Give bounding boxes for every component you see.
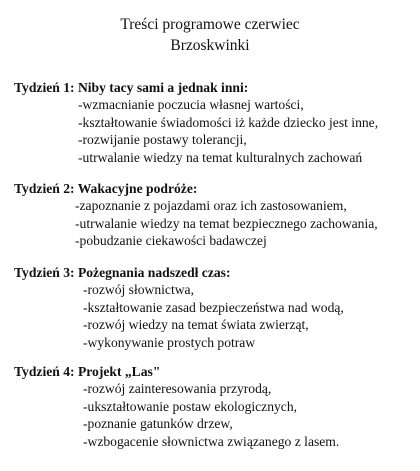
week-1-section <box>14 79 414 166</box>
list-item: -kształtowanie zasad bezpieczeństwa nad wodą, <box>83 299 344 315</box>
week-4-heading: Tydzień 4: Projekt „Las" <box>14 364 161 379</box>
list-item: -wzbogacenie słownictwa związanego z lasem. <box>83 433 340 449</box>
week-2-section <box>14 180 414 250</box>
list-item: -kształtowanie świadomości iż każde dziecko jest inne, <box>78 114 379 130</box>
list-item: -wykonywanie prostych potraw <box>83 334 256 350</box>
week-1-items <box>78 96 414 166</box>
list-item: -wzmacnianie poczucia własnej wartości, <box>78 97 304 112</box>
week-3-items <box>83 281 414 351</box>
week-4-items <box>83 380 414 450</box>
week-3-heading: Tydzień 3: Pożegnania nadszedł czas: <box>14 265 231 280</box>
list-item: -rozwijanie postawy tolerancji, <box>78 132 247 147</box>
list-item: -rozwój zainteresowania przyrodą, <box>83 381 272 396</box>
list-item: -utrwalanie wiedzy na temat kulturalnych zachowań <box>78 149 363 165</box>
document-title: Treści programowe czerwiec <box>120 16 300 33</box>
list-item: -pobudzanie ciekawości badawczej <box>75 233 267 248</box>
group-name: Brzoskwinki <box>170 37 250 54</box>
list-item: -zapoznanie z pojazdami oraz ich zastosowaniem, <box>75 198 347 213</box>
week-2-items <box>75 197 414 250</box>
list-item: -rozwój wiedzy na temat świata zwierząt, <box>83 317 309 332</box>
week-4-section <box>14 363 414 450</box>
list-item: -utrwalanie wiedzy na temat bezpiecznego zachowania, <box>75 215 378 231</box>
week-3-section <box>14 264 414 351</box>
list-item: -ukształtowanie postaw ekologicznych, <box>83 398 298 414</box>
week-1-heading: Tydzień 1: Niby tacy sami a jednak inni: <box>14 80 249 95</box>
list-item: -rozwój słownictwa, <box>83 282 194 297</box>
list-item: -poznanie gatunków drzew, <box>83 416 233 431</box>
week-2-heading: Tydzień 2: Wakacyjne podróże: <box>14 181 198 196</box>
